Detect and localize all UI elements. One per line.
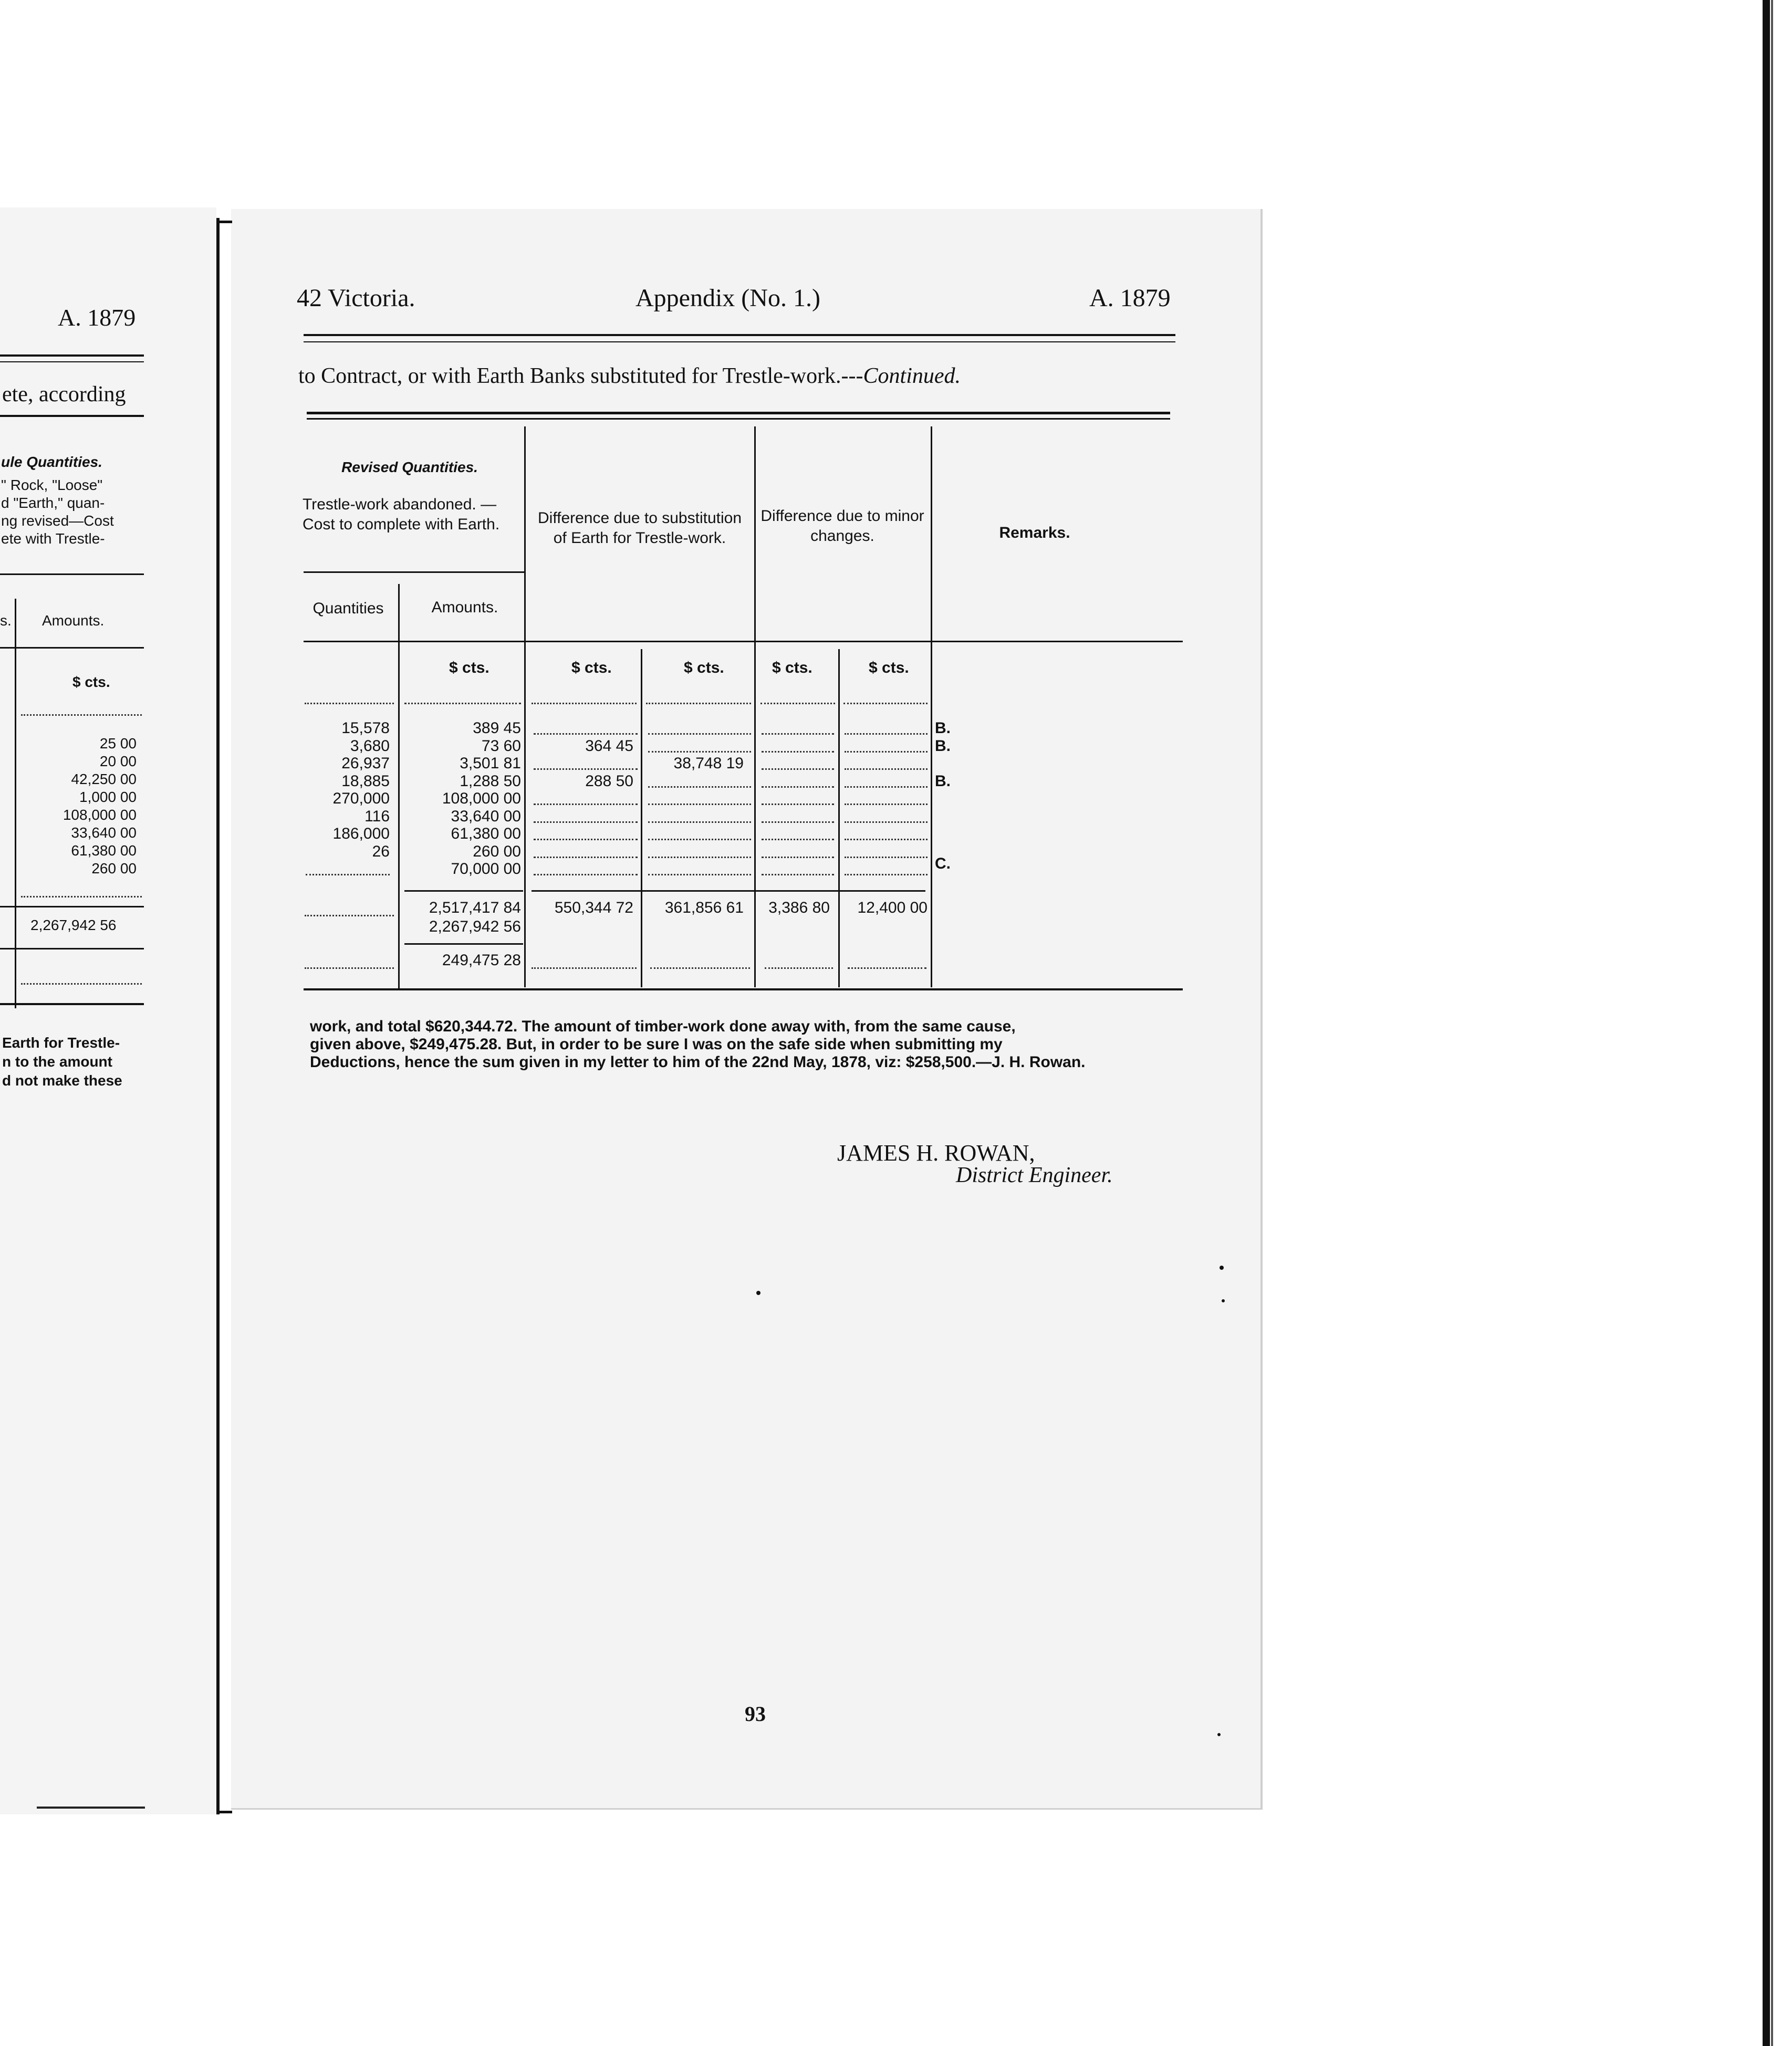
col-quantities-header: Quantities bbox=[312, 600, 384, 617]
scan-speck bbox=[1217, 1733, 1221, 1736]
left-amount-cell: 25 00 bbox=[99, 735, 137, 751]
table-subtitle bbox=[298, 363, 961, 389]
currency-label: $ cts. bbox=[869, 659, 909, 676]
dot-leader bbox=[762, 768, 834, 770]
left-table-rule bbox=[0, 948, 144, 949]
col-divider bbox=[754, 426, 756, 987]
quantity-cell: 26,937 bbox=[341, 755, 390, 772]
left-table-rule bbox=[0, 647, 144, 649]
signature-title: District Engineer. bbox=[956, 1163, 1113, 1187]
left-currency-header: $ cts. bbox=[72, 674, 110, 690]
total-rule bbox=[404, 890, 523, 892]
left-col-head-line: ng revised—Cost bbox=[1, 513, 114, 529]
dot-leader bbox=[305, 703, 394, 704]
left-amount-cell: 108,000 00 bbox=[62, 807, 137, 823]
quantity-cell: 116 bbox=[364, 807, 390, 825]
gutter-tick bbox=[216, 1811, 232, 1813]
amount-cell: 260 00 bbox=[473, 842, 521, 860]
col-divider bbox=[641, 649, 642, 987]
subtitle-text: to Contract, or with Earth Banks substituted for Trestle-work.--- bbox=[298, 364, 863, 388]
col-diff-minor-header: Difference due to minor changes. bbox=[760, 507, 924, 545]
dot-leader bbox=[762, 857, 834, 858]
signature-name: JAMES H. ROWAN, bbox=[837, 1140, 1035, 1166]
dot-leader bbox=[845, 768, 928, 770]
gutter-tick bbox=[216, 221, 232, 223]
revised-quantities-title: Revised Quantities. bbox=[341, 459, 478, 475]
header-rule bbox=[304, 341, 1175, 342]
amount-total: 2,517,417 84 bbox=[429, 899, 521, 916]
dot-leader bbox=[845, 821, 928, 823]
quantity-cell: 270,000 bbox=[332, 790, 390, 807]
amount-cell: 61,380 00 bbox=[451, 825, 521, 842]
dot-leader bbox=[845, 786, 928, 788]
subtitle-continued: Continued. bbox=[863, 364, 961, 388]
dot-leader bbox=[646, 703, 751, 704]
table-rule bbox=[304, 571, 524, 573]
scan-speck bbox=[1220, 1266, 1224, 1270]
quantity-cell: 3,680 bbox=[350, 737, 390, 755]
dot-leader bbox=[845, 803, 928, 805]
left-col-head-line: ete with Trestle- bbox=[1, 530, 105, 547]
dot-leader bbox=[762, 733, 834, 735]
dot-leader bbox=[765, 967, 833, 969]
col-divider bbox=[524, 426, 526, 987]
amount-cell: 389 45 bbox=[473, 719, 521, 737]
header-appendix: Appendix (No. 1.) bbox=[635, 284, 820, 312]
footnote-line: given above, $249,475.28. But, in order to be sure I was on the safe side when submitting my bbox=[310, 1036, 1003, 1053]
dot-leader bbox=[534, 839, 638, 840]
dot-leader bbox=[762, 786, 834, 788]
left-amount-cell: 1,000 00 bbox=[79, 789, 137, 805]
scan-edge bbox=[1771, 0, 1773, 2046]
remark-cell: C. bbox=[935, 855, 951, 872]
left-table-rule bbox=[0, 573, 144, 575]
amount-difference: 249,475 28 bbox=[442, 952, 521, 969]
total-rule bbox=[532, 890, 925, 892]
left-total: 2,267,942 56 bbox=[30, 917, 117, 933]
table-top-rule bbox=[307, 412, 1170, 414]
dot-leader bbox=[648, 803, 751, 805]
diff-minor-total-b: 12,400 00 bbox=[857, 899, 928, 916]
dot-leader bbox=[534, 803, 638, 805]
header-rule bbox=[304, 334, 1175, 336]
diff-earth-total-a: 550,344 72 bbox=[554, 899, 633, 916]
dot-leader bbox=[21, 714, 142, 716]
total-rule bbox=[404, 943, 523, 945]
left-col-head-line: ule Quantities. bbox=[1, 454, 102, 470]
currency-label: $ cts. bbox=[449, 659, 489, 676]
diff-earth-a-cell: 288 50 bbox=[585, 772, 633, 790]
footnote-line: Deductions, hence the sum given in my letter to him of the 22nd May, 1878, viz: $258,500.—J. H. Rowan. bbox=[310, 1053, 1086, 1071]
dot-leader bbox=[534, 733, 638, 735]
left-amount-cell: 61,380 00 bbox=[71, 842, 137, 859]
left-header-rule bbox=[0, 354, 144, 357]
footnote bbox=[310, 1018, 1187, 1071]
left-amounts-header: Amounts. bbox=[42, 612, 105, 629]
diff-earth-b-cell: 38,748 19 bbox=[673, 755, 744, 772]
dot-leader bbox=[760, 703, 835, 704]
left-footnote-line: Earth for Trestle- bbox=[2, 1035, 120, 1051]
amount-cell: 3,501 81 bbox=[460, 755, 521, 772]
left-footnote-line: d not make these bbox=[2, 1072, 122, 1089]
table-header-rule bbox=[304, 641, 1183, 642]
right-page bbox=[231, 209, 1263, 1810]
left-table-rule bbox=[0, 1003, 144, 1005]
remark-cell: B. bbox=[935, 737, 951, 755]
diff-earth-a-cell: 364 45 bbox=[585, 737, 633, 755]
gutter-rule bbox=[216, 218, 241, 1814]
dot-leader bbox=[762, 803, 834, 805]
dot-leader bbox=[532, 967, 637, 969]
left-col-divider bbox=[15, 599, 16, 1008]
amount-cell: 73 60 bbox=[481, 737, 521, 755]
dot-leader bbox=[848, 967, 926, 969]
dot-leader bbox=[845, 751, 928, 753]
dot-leader bbox=[845, 874, 928, 875]
dot-leader bbox=[762, 874, 834, 875]
footnote-line: work, and total $620,344.72. The amount of timber-work done away with, from the same cause, bbox=[310, 1018, 1016, 1035]
left-page-rule bbox=[37, 1807, 145, 1809]
dot-leader bbox=[21, 983, 142, 985]
dot-leader bbox=[534, 857, 638, 858]
dot-leader bbox=[762, 751, 834, 753]
dot-leader bbox=[648, 874, 751, 875]
left-title-fragment: ete, according bbox=[2, 382, 126, 406]
quantity-cell: 15,578 bbox=[341, 719, 390, 737]
header-session: 42 Victoria. bbox=[297, 284, 415, 312]
dot-leader bbox=[648, 857, 751, 858]
quantity-cell: 26 bbox=[372, 842, 390, 860]
dot-leader bbox=[532, 703, 637, 704]
dot-leader bbox=[404, 703, 521, 704]
col-divider bbox=[931, 426, 932, 987]
revised-quantities-desc: Trestle-work abandoned. —Cost to complete with Earth. bbox=[303, 496, 500, 533]
left-amount-cell: 33,640 00 bbox=[71, 824, 137, 841]
dot-leader bbox=[650, 967, 750, 969]
header-year: A. 1879 bbox=[1089, 284, 1171, 312]
dot-leader bbox=[762, 821, 834, 823]
left-col-head-line: " Rock, "Loose" bbox=[1, 477, 103, 493]
dot-leader bbox=[845, 839, 928, 840]
amount-cell: 108,000 00 bbox=[442, 790, 521, 807]
col-remarks-header: Remarks. bbox=[999, 524, 1070, 541]
dot-leader bbox=[648, 839, 751, 840]
col-diff-earth-header: Difference due to substitution of Earth for Trestle-work. bbox=[537, 509, 742, 547]
amount-cell: 70,000 00 bbox=[451, 860, 521, 878]
dot-leader bbox=[534, 874, 638, 875]
page-number: 93 bbox=[745, 1702, 766, 1726]
table-top-rule bbox=[307, 418, 1170, 420]
dot-leader bbox=[21, 896, 142, 897]
dot-leader bbox=[534, 768, 638, 770]
amount-cell: 33,640 00 bbox=[451, 807, 521, 825]
left-col-head-line: d "Earth," quan- bbox=[1, 495, 105, 511]
amount-subtract: 2,267,942 56 bbox=[429, 918, 521, 935]
remark-cell: B. bbox=[935, 719, 951, 737]
dot-leader bbox=[648, 733, 751, 735]
dot-leader bbox=[306, 874, 390, 875]
dot-leader bbox=[305, 967, 394, 969]
dot-leader bbox=[648, 751, 751, 753]
left-table-rule bbox=[0, 906, 144, 907]
left-amount-cell: 20 00 bbox=[99, 753, 137, 769]
remark-cell: B. bbox=[935, 772, 951, 790]
left-footnote-line: n to the amount bbox=[2, 1053, 112, 1070]
left-amount-cell: 260 00 bbox=[91, 860, 137, 876]
left-quantities-header: s. bbox=[0, 612, 12, 629]
diff-earth-total-b: 361,856 61 bbox=[664, 899, 744, 916]
dot-leader bbox=[648, 786, 751, 788]
dot-leader bbox=[534, 821, 638, 823]
amount-cell: 1,288 50 bbox=[460, 772, 521, 790]
dot-leader bbox=[762, 839, 834, 840]
col-divider bbox=[398, 584, 400, 988]
col-amounts-header: Amounts. bbox=[431, 599, 498, 616]
left-amount-cell: 42,250 00 bbox=[71, 771, 137, 787]
left-header-year: A. 1879 bbox=[58, 304, 136, 331]
dot-leader bbox=[648, 821, 751, 823]
diff-minor-total-a: 3,386 80 bbox=[768, 899, 830, 916]
currency-label: $ cts. bbox=[571, 659, 612, 676]
quantity-cell: 186,000 bbox=[332, 825, 390, 842]
left-header-rule bbox=[0, 361, 144, 362]
scan-speck bbox=[756, 1291, 760, 1295]
table-bottom-rule bbox=[304, 988, 1183, 990]
dot-leader bbox=[845, 733, 928, 735]
dot-leader bbox=[843, 703, 928, 704]
currency-label: $ cts. bbox=[772, 659, 812, 676]
scan-speck bbox=[1222, 1299, 1225, 1302]
scan-edge bbox=[1763, 0, 1770, 2046]
dot-leader bbox=[845, 857, 928, 858]
dot-leader bbox=[305, 915, 394, 916]
left-table-rule bbox=[0, 415, 144, 417]
quantity-cell: 18,885 bbox=[341, 772, 390, 790]
col-divider bbox=[838, 649, 840, 987]
left-page bbox=[0, 207, 216, 1814]
currency-label: $ cts. bbox=[684, 659, 724, 676]
